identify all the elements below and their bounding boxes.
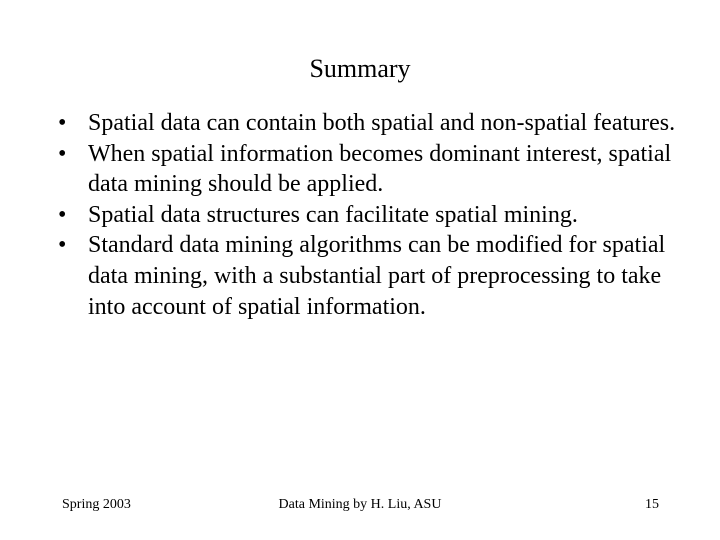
bullet-icon: • bbox=[58, 140, 67, 167]
bullet-icon: • bbox=[58, 110, 67, 136]
bullet-item bbox=[58, 200, 678, 231]
bullet-item bbox=[58, 139, 678, 200]
bullet-text: Standard data mining algorithms can be modified for spatial data mining, with a substantial part of preprocessing to take into account of spatial information. bbox=[88, 232, 666, 320]
bullet-item bbox=[58, 108, 678, 139]
bullet-list bbox=[58, 108, 678, 322]
bullet-icon: • bbox=[58, 201, 67, 228]
footer-page-number: 15 bbox=[645, 497, 659, 512]
slide-title: Summary bbox=[309, 54, 411, 83]
bullet-item bbox=[58, 230, 678, 322]
footer-date: Spring 2003 bbox=[62, 497, 131, 512]
bullet-text: When spatial information becomes dominant interest, spatial data mining should be applied. bbox=[88, 140, 672, 198]
bullet-text: Spatial data can contain both spatial and non-spatial features. bbox=[88, 110, 676, 136]
bullet-icon: • bbox=[58, 232, 67, 259]
bullet-text: Spatial data structures can facilitate spatial mining. bbox=[88, 201, 578, 228]
footer-course: Data Mining by H. Liu, ASU bbox=[278, 497, 442, 512]
